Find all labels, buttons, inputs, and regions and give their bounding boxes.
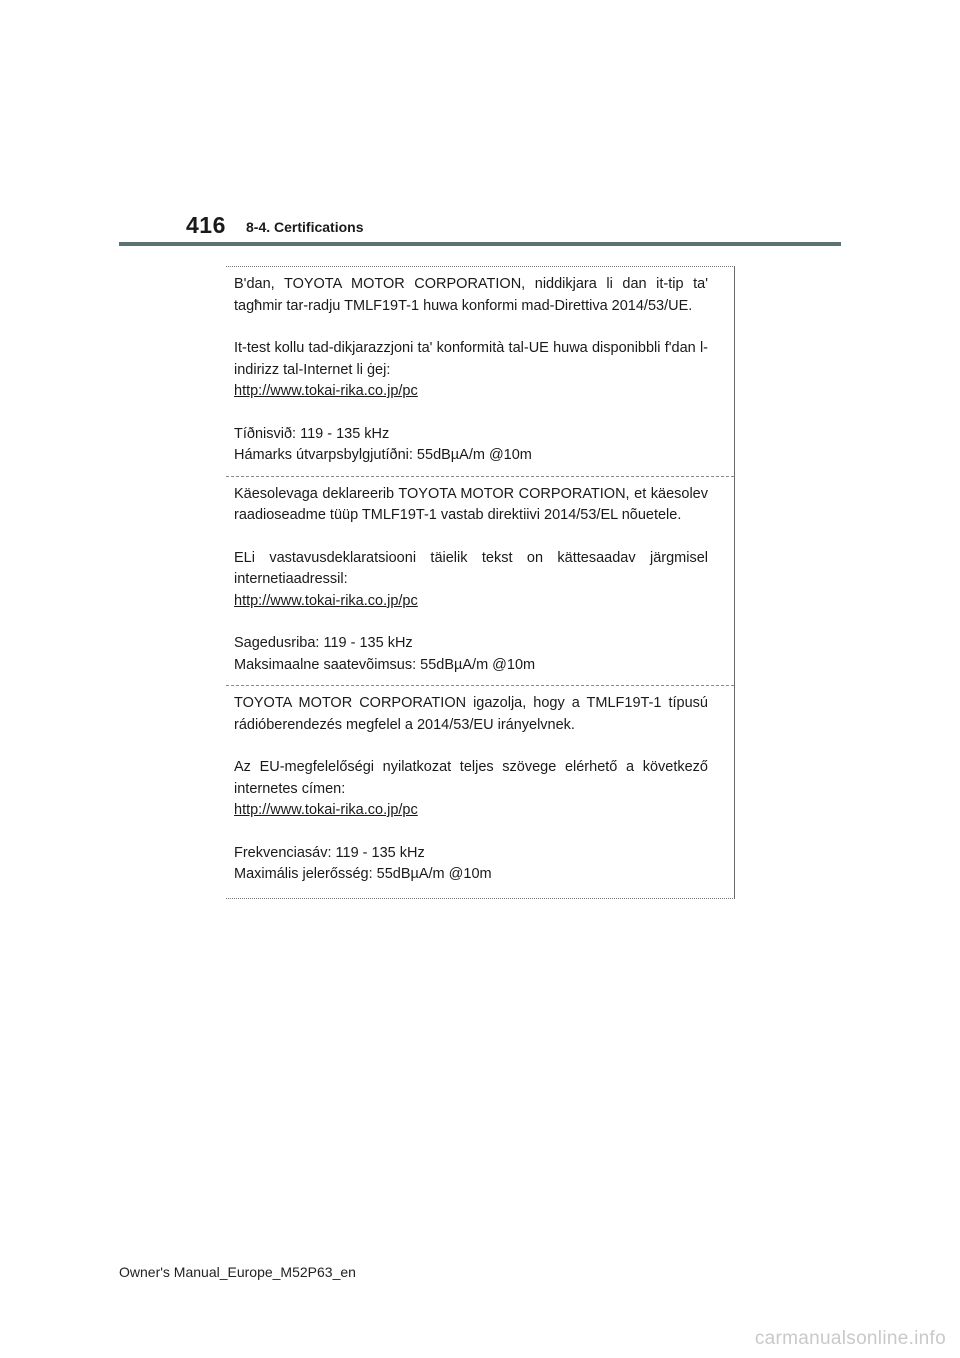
radio-specs bbox=[234, 424, 708, 467]
page-number: 416 bbox=[186, 212, 226, 238]
section-title: 8-4. Certifications bbox=[246, 219, 364, 235]
declaration-availability bbox=[234, 757, 708, 822]
availability-text: Az EU-megfelelőségi nyilatkozat teljes szövege elérhető a következő internetes címen: bbox=[234, 759, 708, 797]
availability-text: It-test kollu tad-dikjarazzjoni ta' konformità tal-UE huwa disponibbli f'dan l-indirizz tal-Internet li ġej: bbox=[234, 340, 708, 378]
frequency-band: Frekvenciasáv: 119 - 135 kHz bbox=[234, 844, 425, 861]
frequency-band: Sagedusriba: 119 - 135 kHz bbox=[234, 635, 413, 651]
declaration-link[interactable]: http://www.tokai-rika.co.jp/pc bbox=[234, 592, 418, 609]
cert-block-maltese-icelandic bbox=[226, 267, 734, 477]
declaration-availability bbox=[234, 548, 708, 613]
frequency-band: Tíðnisvið: 119 - 135 kHz bbox=[234, 425, 390, 442]
declaration-link[interactable]: http://www.tokai-rika.co.jp/pc bbox=[234, 802, 418, 818]
cert-block-estonian bbox=[226, 477, 734, 687]
footer-manual-id: Owner's Manual_Europe_M52P63_en bbox=[119, 1264, 356, 1280]
max-power: Maksimaalne saatevõimsus: 55dBµA/m @10m bbox=[234, 656, 536, 673]
watermark: carmanualsonline.info bbox=[754, 1328, 946, 1349]
declaration-text: Käesolevaga deklareerib TOYOTA MOTOR CORPORATION, et käesolev raadioseadme tüüp TMLF19T-1 vastab direktiivi 2014/53/EL nõuetele. bbox=[234, 485, 708, 523]
declaration-text: B'dan, TOYOTA MOTOR CORPORATION, niddikjara li dan it-tip ta' tagħmir tar-radju TMLF19T-1 huwa konformi mad-Direttiva 2014/53/UE. bbox=[234, 276, 708, 314]
max-power: Hámarks útvarpsbylgjutíðni: 55dBµA/m @10m bbox=[234, 447, 532, 463]
availability-text: ELi vastavusdeklaratsiooni täielik tekst on kättesaadav järgmisel internetiaadressil: bbox=[234, 549, 708, 587]
max-power: Maximális jelerősség: 55dBµA/m @10m bbox=[234, 866, 492, 882]
declaration-text: TOYOTA MOTOR CORPORATION igazolja, hogy a TMLF19T-1 típusú rádióberendezés megfelel a 2014/53/EU irányelvnek. bbox=[234, 695, 708, 733]
declaration-availability bbox=[234, 338, 708, 403]
cert-block-hungarian bbox=[226, 686, 734, 898]
radio-specs bbox=[234, 633, 708, 676]
radio-specs bbox=[234, 843, 708, 886]
declaration-link[interactable]: http://www.tokai-rika.co.jp/pc bbox=[234, 383, 418, 399]
header-divider bbox=[119, 242, 841, 246]
certification-box bbox=[226, 266, 735, 899]
